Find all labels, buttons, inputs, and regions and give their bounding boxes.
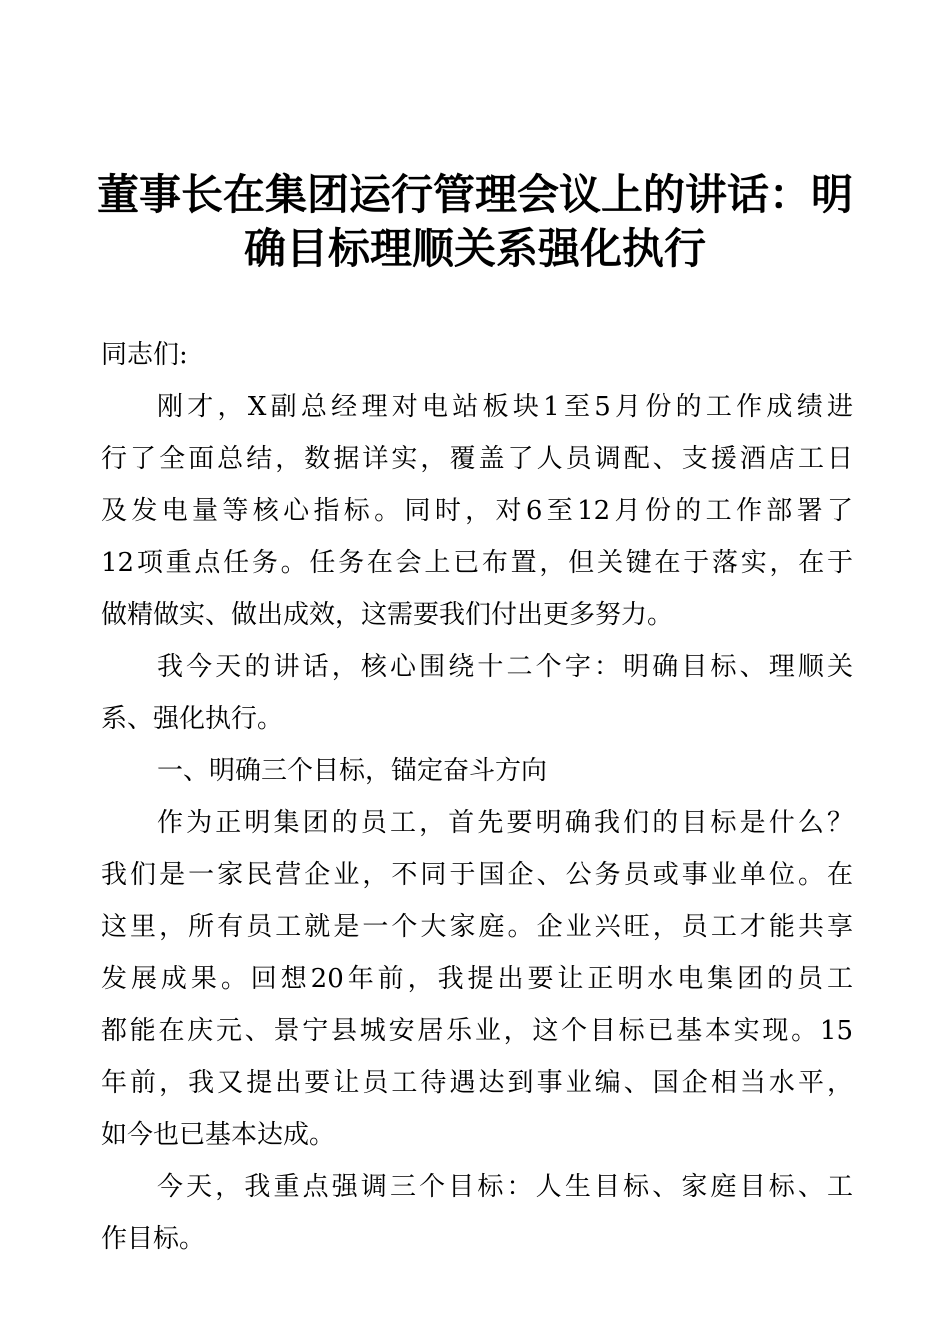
title-line-1: 董事长在集团运行管理会议上的讲话：明 [96, 170, 853, 219]
paragraph-line: 这里，所有员工就是一个大家庭。企业兴旺，员工才能共享 [101, 912, 853, 942]
paragraph-line: 年前，我又提出要让员工待遇达到事业编、国企相当水平， [101, 1068, 853, 1098]
paragraph-line: 我今天的讲话，核心围绕十二个字：明确目标、理顺关 [157, 652, 853, 682]
paragraph-line: 我们是一家民营企业，不同于国企、公务员或事业单位。在 [101, 860, 853, 890]
paragraph-line: 行了全面总结，数据详实，覆盖了人员调配、支援酒店工日 [101, 444, 853, 474]
document-title [95, 168, 855, 276]
paragraph-line: 作为正明集团的员工，首先要明确我们的目标是什么？ [157, 808, 853, 838]
paragraph-line: 做精做实、做出成效，这需要我们付出更多努力。 [101, 600, 674, 630]
paragraph-line: 作目标。 [101, 1224, 206, 1254]
paragraph-line: 系、强化执行。 [101, 704, 284, 734]
section-heading: 一、明确三个目标，锚定奋斗方向 [157, 756, 548, 786]
paragraph-line: 及发电量等核心指标。同时，对6至12月份的工作部署了 [101, 496, 853, 526]
paragraph-line: 都能在庆元、景宁县城安居乐业，这个目标已基本实现。15 [101, 1016, 853, 1046]
title-line-2: 确目标理顺关系强化执行 [243, 224, 706, 273]
paragraph-line: 如今也已基本达成。 [101, 1120, 336, 1150]
paragraph-line: 刚才，X副总经理对电站板块1至5月份的工作成绩进 [157, 392, 853, 422]
document-body [101, 329, 853, 1265]
salutation: 同志们: [101, 340, 188, 370]
paragraph-line: 12项重点任务。任务在会上已布置，但关键在于落实，在于 [101, 548, 853, 578]
paragraph-line: 今天，我重点强调三个目标：人生目标、家庭目标、工 [157, 1172, 853, 1202]
paragraph-line: 发展成果。回想20年前，我提出要让正明水电集团的员工 [101, 964, 853, 994]
